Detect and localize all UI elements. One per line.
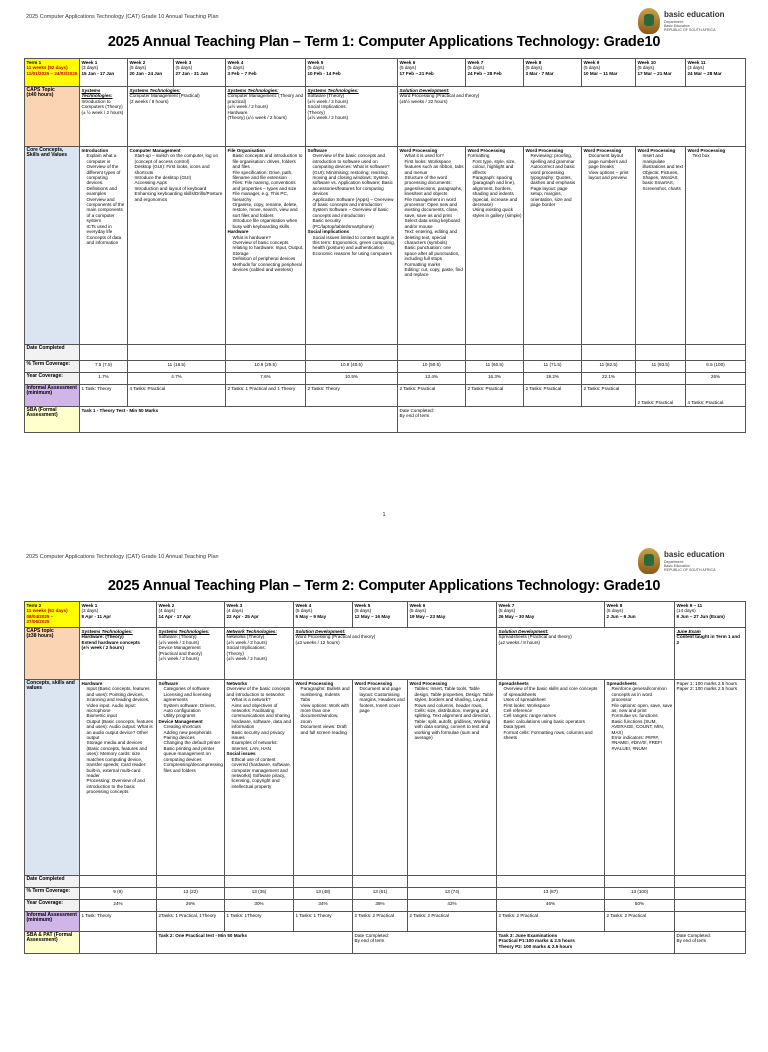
core-cell [225,680,294,876]
concept-list [688,153,744,158]
concept-intro: Overview of the basic concepts and introduction to networks: [226,686,291,697]
logo-subtitle: Department: Basic Education REPUBLIC OF SOUTH AFRICA [664,20,716,32]
informal-assessment-row: Informal Assessment (minimum) 1 Task: Theory 2Tasks: 1 Practical, 1Theory 1 Tasks: 1Theory 1 Tasks: 1 Theory 2 Tasks: 2 Practical 2 Tasks: 2 Practical 2 Tasks: 2 Practical 2 Tasks: 2 Practical [25,912,746,932]
concept-heading: Word Processing [295,681,334,686]
term2-plan-table [24,601,746,954]
page-term2 [0,540,768,1052]
concept-list [227,757,292,789]
concept-item: • Compressing/decompressing files and folders [164,762,223,773]
concept-item: • Pairing devices [164,735,223,740]
concept-item: • Overview of the basic skills and core concepts of spreadsheets [504,686,603,697]
week-header: Week 5 (5 days) 12 May – 16 May [353,602,408,628]
caps-cell: Systems Technologies: Hardware: (Theory) Extend hardware concepts (±½ week / 2 hours) [80,628,157,680]
year-coverage-row: Year Coverage: 24% 26% 30% 34% 38% 42% 46% 50% [25,900,746,912]
concept-item: • #VALUE!, #NUM! [612,746,673,751]
concept-item: • Adding new peripherals [164,730,223,735]
sba-exam-task: Task 3: June Examinations Practical P1:100 marks & 2.5 hours Theory P2: 100 marks & 2.5 hours [497,932,675,954]
concept-heading: Word Processing [583,148,622,153]
concept-item: • Formulae vs. functions [612,713,673,718]
concept-item: • What it is used for? [405,153,464,158]
concept-item: • Output (Basic concepts, features and uses): Audio output: What is an audio output device? Other output [87,719,155,741]
week-header: Week 4 (5 days) 5 May – 9 May [294,602,353,628]
concept-item: • Accessing Apps [135,180,224,185]
concept-item: • Overview of the different types of computing devices. Definitions and examples [87,164,126,196]
concept-item: • Biometric input [87,713,155,718]
core-cell [636,147,686,345]
concept-item: • Formatting marks [405,262,464,267]
concept-intro: Paper 1: 100 marks 2.5 hours Paper 2: 100 marks 2.5 hours [676,681,738,692]
concept-item: • Tables: Insert, Table tools, Table design, Table properties, Design: Table styles, borders and shading, Layout: Rows and columns, header rows, Cells: size, distribution, merging and splitting, Text alignment and direction, Table: split, autofit, gridlines, Working with data sorting, convert to text and working with formulae (sum and average) [415,686,495,740]
concept-list [526,153,580,207]
concept-item: • Overview of basic concepts relating to hardware: Input, Output, Storage [233,240,304,256]
concept-list [607,686,673,751]
concept-heading: Word Processing [409,681,448,686]
concept-item: • File options: open, save, save as, new and print [612,703,673,714]
concept-item: • Tabs [301,697,351,702]
concept-heading: Word Processing [467,148,506,153]
sba-task: Task 1 - Theory Test - Min 50 Marks [80,407,398,433]
concept-item: • Select data using keyboard and/or mouse [405,218,464,229]
concept-item: • Categories of software [164,686,223,691]
concept-item: • View options – print layout and preview [589,170,634,181]
caps-cell: Solution Development: Word Processing (Practical and theory) (±3 weeks / 12 hours) [294,628,497,680]
week-header: Week 6 (5 days) 19 May – 23 May [408,602,497,628]
concept-intro: Formatting [467,153,490,159]
concept-item: • Paragraph: spacing (paragraph and line), alignment, borders, shading and indents (special, increase and decrease) [473,175,522,207]
concept-item: • Error indicators: #####, #NAME!, #DIV/0!, #REF! [612,735,673,746]
concept-heading: Word Processing [525,148,564,153]
core-cell [675,680,746,876]
caps-cell: Systems Technologies: Software: (Theory) (±½ week / 2 hours) Device Management (Practical and theory) (±½ week / 2 hours) [157,628,225,680]
core-cell [80,680,157,876]
week-header: Week 10 (5 days) 17 Mar – 21 Mar [636,59,686,87]
concept-item: • Basic security (PC/laptop/tablet/smartphone) [313,218,396,229]
concept-item: • Basic calculations using basic operators [504,719,603,724]
concept-heading: Computer Management [129,148,181,153]
core-cell [353,680,408,876]
concept-heading: Networks [226,681,248,686]
concept-heading: Software [307,148,327,153]
date-row [25,876,746,888]
core-cell [497,680,605,876]
concept-item: • Uses of spreadsheet [504,697,603,702]
concept-list [468,159,522,218]
caps-label: CAPS topic (±38 hours) [25,628,80,680]
caps-cell: Systems Technologies: Computer Management (Practical) (2 weeks / 8 hours) [128,87,226,147]
concept-item: • Social issues limited to content taught in this term: Ergonomics, green computing, health (posture) and authentication [313,235,396,251]
concept-list [410,686,495,740]
concept-heading: Hardware [227,229,249,235]
concept-list [228,153,304,229]
concept-heading: Social implications [307,229,350,235]
informal-assessment-row: Informal Assessment (minimum) 1 Task: Theory 4 Tasks: Practical 2 Tasks: 1 Practical and 1 Theory 2 Tasks: Theory 2 Tasks: Practical 2 Tasks: Practical 2 Tasks: Practical 2 Tasks: Practical 2 Tasks: Practical 4 Tasks: Practical. [25,385,746,407]
caps-row [25,87,746,147]
term-coverage-row: % Term Coverage: 7.5 (7.5) 11 (18.5) 10.9 (29.5) 10.9 (40.5) 10 (50.5) 11 (60.5) 11 (71.5) 11 (82.5) 11 (93.5) 6.5 (100) [25,361,746,373]
concept-item: • Economic reasons for using computers [313,251,396,256]
dbe-logo [638,548,748,576]
concept-item: • What is hardware? [233,235,304,240]
date-label: Date Completed [25,345,80,361]
concept-item: • Definition of peripheral devices [233,256,304,261]
concept-item: • Methods for connecting peripheral devices (cabled and wireless) [233,262,304,273]
coat-of-arms-icon [638,548,660,574]
concept-item: • Aims and objectives of networks: Facilitating communications and sharing hardware, software, data and information [232,703,292,730]
concept-item: • Creating shortcuts [164,724,223,729]
week-header: Week 3 (4 days) 22 Apr - 25 Apr [225,602,294,628]
concept-list [308,153,396,229]
sba-completed: Date Completed: By end of term [398,407,746,433]
concept-item: • System software: Drivers, Auto configuration [164,703,223,714]
informal-assessment-label: Informal Assessment (minimum) [25,385,80,407]
date-label: Date Completed [25,876,80,888]
caps-cell: Systems Technologies: Software (Theory) (±½ week / 2 hours) Social Implications: (Theory) (±½ week / 2 hours) [306,87,398,147]
week-header: Week 2 (4 days) 14 Apr - 17 Apr [157,602,225,628]
concept-item: • Basic security and privacy issues [232,730,292,741]
concept-list [228,235,304,273]
page-term1 [0,0,768,518]
week-header: Week 8 (5 days) 3 Mar - 7 Mar [524,59,582,87]
date-row [25,345,746,361]
core-cell [226,147,306,345]
concept-item: • Application Software (Apps) – Overview of basic concepts and introduction [313,197,396,208]
sba-completed: Date Completed: By end of term [353,932,497,954]
weeks-row [25,602,746,628]
core-cell [524,147,582,345]
concept-item: • Page layout: page setup, margins, orientation, size and page border [531,186,580,208]
concept-item: • Using existing quick styles in gallery (simple) [473,207,522,218]
concept-heading: Word Processing [637,148,676,153]
term-coverage-row: % Term Coverage: 9 (9) 13 (22) 13 (35) 13 (48) 13 (61) 13 (74) 13 (87) 13 (100) [25,888,746,900]
concept-item: • Objects: Pictures, Shapes, WordArt, basic SmartArt, Screenshot, charts [643,170,684,192]
core-cell [466,147,524,345]
concept-item: • Ethical use of content covered (hardware, software, computer management and networks) Software piracy, licensing, copyright and intellectual property [232,757,292,789]
concept-item: • Cell ranges: range names [504,713,603,718]
concept-item: • Data types [504,724,603,729]
concept-heading: Spreadsheets [498,681,529,686]
page-title: 2025 Annual Teaching Plan – Term 2: Computer Applications Technology: Grade10 [107,578,661,594]
week-header: Week 3 (5 days) 27 Jan - 31 Jan [174,59,226,87]
year-coverage-label: Year Coverage: [25,373,80,385]
document-header: 2025 Computer Applications Technology (CAT) Grade 10 Annual Teaching Plan [26,554,219,560]
concept-item: • Desktop (GUI): First looks, icons and shortcuts [135,164,224,175]
concept-item: • Changing the default printer [164,740,223,745]
concept-item: • Examples of networks: Internet, LAN, HAN [232,740,292,751]
concept-item: • Concepts of data and information [87,235,126,246]
sba-completed: Date Completed: By end of term [675,932,746,954]
logo-title: basic education [664,10,725,19]
core-label: Concepts, skills and values [25,680,80,876]
concept-item: • Insert and manipulate illustrations and text [643,153,684,169]
concept-item: • Basic punctuation: one space after all punctuation, including full stops [405,245,464,261]
caps-cell: Solution Development: Spreadsheets (Practical and theory) (±2 weeks / 8 hours) [497,628,675,680]
concept-item: • File management in word processor: Open new and existing documents, close, save, save as and print [405,197,464,219]
concept-item: • Document and page layout: Customising margins, Headers and footers, Insert cover page [360,686,406,713]
concept-item: • First looks: Workspace features such as ribbon, tabs and menus [405,159,464,175]
week-header: Week 4 (5 days) 3 Feb – 7 Feb [226,59,306,87]
concept-item: • Font type, style, size, colour, highlight and effects [473,159,522,175]
concept-list [400,153,464,277]
concept-list [82,153,126,245]
concept-heading: File Organisation [227,148,266,153]
week-header: Week 1 (3 days) 8 Apr - 11 Apr [80,602,157,628]
caps-cell: Systems Technologies: Introduction to Computers (Theory) (± ½ week / 2 hours) [80,87,128,147]
concept-heading: Introduction [81,148,109,153]
concept-item: • Explain what a computer is [87,153,126,164]
concept-item: • File specification: Drive, path, filename and file extension [233,170,304,181]
caps-cell: June Exam Content taught in Term 1 and 2 [675,628,746,680]
core-cell [686,147,746,345]
page-title: 2025 Annual Teaching Plan – Term 1: Computer Applications Technology: Grade10 [107,34,661,50]
concept-item: • Reinforce general/common concepts as in word processor [612,686,673,702]
concept-item: • View options: Work with more than one document/window, zoom [301,703,351,725]
concept-heading: Software [158,681,178,686]
page-number: 1 [382,512,386,518]
week-header: Week 9 – 11 (14 days) 9 Jun – 27 Jun (Exam) [675,602,746,628]
week-header: Week 9 (5 days) 10 Mar – 11 Mar [582,59,636,87]
term-coverage-label: % Term Coverage: [25,888,80,900]
week-header: Week 7 (5 days) 26 May – 30 May [497,602,605,628]
sba-label: SBA (Formal Assessment) [25,407,80,433]
concept-list [499,686,603,740]
concept-list [159,686,223,718]
core-label: Core Concepts, Skills and Values [25,147,80,345]
core-cell [582,147,636,345]
concept-item: • Overview of the basic concepts and introduction to software used on computing devices: What is software? (GUI); Minimising; restoring; resizing; moving and closing windows; System software vs. Application software; Basic accessories/features for computing devices [313,153,396,196]
concept-item: • Basic functions (SUM, AVERAGE, COUNT, MIN, MAX) [612,719,673,735]
core-cell [306,147,398,345]
year-coverage-row: Year Coverage: 1.7% 4.7% 7.6% 10.5% 13.4% 16.3% 19.2% 22.1% 26% [25,373,746,385]
concept-item: • Licensing and licensing agreements [164,692,223,703]
concept-heading: Spreadsheets [606,681,637,686]
week-header: Week 1 (3 days) 15 Jan - 17 Jan [80,59,128,87]
concept-item: • Files: File naming, conventions and properties – types and size [233,180,304,191]
core-cell [398,147,466,345]
weeks-row [25,59,746,87]
concept-item: • Organise, copy, rename, delete, restore, move, search, view and sort files and folders [233,202,304,218]
concept-item: • Text box [693,153,744,158]
concept-item: • First looks: Workspace [504,703,603,708]
concept-item: • Structure of the word processing documents: pages/sections, paragraphs, lines/text and objects [405,175,464,197]
logo-title: basic education [664,550,725,559]
concept-item: • Basic concepts and introduction to file organisation: drives, folders and files [233,153,304,169]
concept-list [130,153,224,202]
coat-of-arms-icon [638,8,660,34]
concept-heading: Hardware [81,681,103,686]
concept-list [355,686,406,713]
core-cell [157,680,225,876]
concept-item: • Cell reference [504,708,603,713]
concept-item: • Paragraphs: Bullets and numbering, Indents [301,686,351,697]
concept-list [308,235,396,257]
core-row [25,147,746,345]
caps-cell: Network Technologies: Networks (Theory) (±½ week / 2 hours) Social Implications: (Theory) (±½ week / 2 hours) [225,628,294,680]
core-row [25,680,746,876]
concept-item: • Overview and components of the main components of a computer system [87,197,126,224]
document-header: 2025 Computer Applications Technology (CAT) Grade 10 Annual Teaching Plan [26,14,219,20]
concept-item: • Processing: Overview of and introduction to the basic processing concepts [87,778,155,794]
term-coverage-label: % Term Coverage: [25,361,80,373]
informal-assessment-label: Informal Assessment (minimum) [25,912,80,932]
week-header: Week 8 (5 days) 2 Jun – 6 Jun [605,602,675,628]
concept-item: • Storage media and devices (Basic concepts, features and uses): Memory cards: size matches computing device, transfer speeds; Card reader: built-in, external multi-card reader [87,740,155,778]
week-header: Week 2 (5 days) 20 Jan - 24 Jan [128,59,174,87]
concept-list [296,686,351,735]
concept-list [82,686,155,794]
core-cell [408,680,497,876]
concept-heading: Word Processing [354,681,393,686]
week-header: Week 6 (5 days) 17 Feb – 21 Feb [398,59,466,87]
concept-heading: Device Management [158,718,203,724]
caps-cell: Systems Technologies: Computer Management: (Theory and practical) (±½ week / 2 hours) Hardware (Theory) (±½ week / 2 hours) [226,87,306,147]
week-header: Week 7 (5 days) 24 Feb – 28 Feb [466,59,524,87]
caps-row [25,628,746,680]
year-coverage-label: Year Coverage: [25,900,80,912]
concept-item: • Utility programs [164,713,223,718]
concept-list [159,724,223,773]
caps-label: CAPS Topic (±40 hours) [25,87,80,147]
dbe-logo [638,8,748,36]
concept-item: • Enhancing keyboarding skills/Drills/Posture and ergonomics [135,191,224,202]
concept-item: • Document views: Draft and full screen reading [301,724,351,735]
concept-item: • What is a network? [232,697,292,702]
concept-heading: Word Processing [399,148,438,153]
concept-item: • Text: entering, editing and deleting text, special characters (symbols) [405,229,464,245]
sba-label: SBA & PAT (Formal Assessment) [25,932,80,954]
concept-list [638,153,684,191]
caps-cell: Solution Development: Word Processing (Practical and theory) (±5½ weeks / 22 hours) [398,87,746,147]
sba-row [25,932,746,954]
concept-item: • Reviewing: proofing, spelling and grammar [531,153,580,164]
concept-item: • Format cells: Formatting rows, columns and sheets [504,730,603,741]
concept-list [584,153,634,180]
concept-item: • Basic printing and printer queue management on computing devices [164,746,223,762]
concept-item: • System Software – Overview of basic concepts and introduction [313,207,396,218]
concept-heading: Social issues [226,751,256,757]
term-cell: Term 2 11 weeks (51 days) 08/04/2025 – 27/06/2025 [25,602,80,628]
concept-item: • Start-up – switch on the computer, log on (concept of access control) [135,153,224,164]
concept-heading: Word Processing [687,148,726,153]
concept-item: • Introduce file organisation when busy with keyboarding skills [233,218,304,229]
core-cell [605,680,675,876]
core-cell [294,680,353,876]
core-cell [128,147,226,345]
term1-plan-table [24,58,746,433]
week-header: Week 11 (3 days) 24 Mar – 28 Mar [686,59,746,87]
concept-item: • Document layout page numbers and page breaks [589,153,634,169]
concept-item: • Editing: cut, copy, paste, find and replace [405,267,464,278]
concept-item: • Input (Basic concepts, features and uses): Pointing devices, Scanning and reading devices, Video input, Audio input: microphone [87,686,155,713]
sba-task: Task 2: One Practical test - Min 50 Marks [157,932,353,954]
term-cell: Term 1 11 weeks (52 days) 11/01/2025 – 24/03/2025 [25,59,80,87]
concept-list [227,697,292,751]
week-header: Week 5 (5 days) 10 Feb - 14 Feb [306,59,398,87]
concept-item: • Introduction and layout of keyboard [135,186,224,191]
concept-item: • File manager, e.g. This PC, hierarchy [233,191,304,202]
sba-row [25,407,746,433]
logo-subtitle: Department: Basic Education REPUBLIC OF SOUTH AFRICA [664,560,716,572]
concept-item: • ICTs used in everyday life [87,224,126,235]
concept-item: • Introduce the desktop (GUI) [135,175,224,180]
core-cell [80,147,128,345]
concept-item: • Autocorrect and basic word processing typography: Quotes, dashes and emphasis [531,164,580,186]
